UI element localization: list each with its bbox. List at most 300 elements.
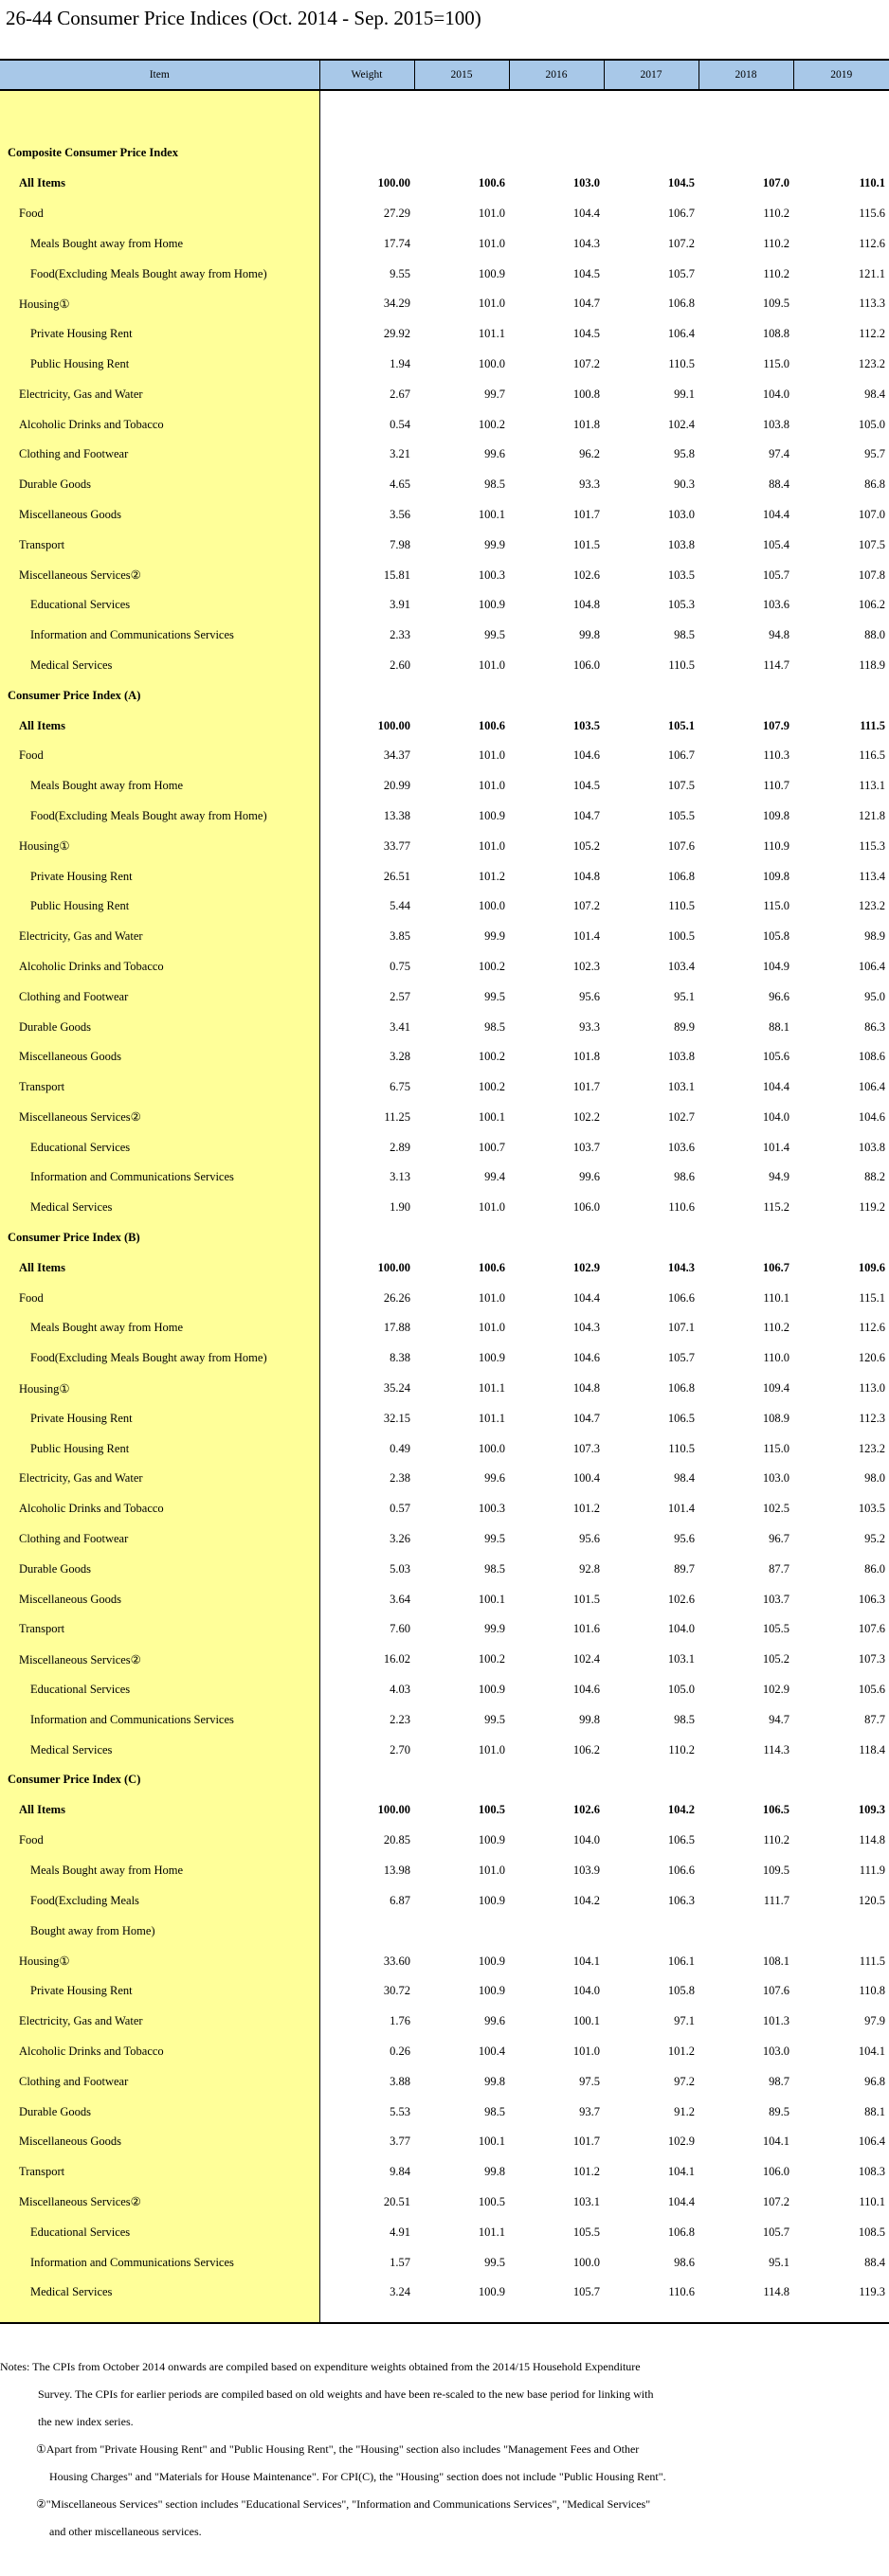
weight-cell: 0.75 [390,959,410,973]
column-header-2015: 2015 [414,60,509,90]
value-2016-cell: 101.6 [572,1622,600,1636]
item-label: Food [0,741,319,771]
value-2019-cell: 103.8 [858,1140,885,1154]
value-2019-cell: 110.1 [859,2194,885,2208]
value-2015-cell: 100.6 [478,1260,505,1274]
empty-cell [793,1765,889,1795]
value-2018-cell: 110.2 [763,1833,789,1847]
weight-cell: 3.28 [390,1050,410,1064]
weight-cell: 7.60 [390,1622,410,1636]
value-2015-cell: 98.5 [484,477,505,492]
empty-cell [698,1223,793,1253]
weight-cell: 20.85 [383,1833,410,1847]
table-row [0,771,889,802]
value-2016-cell: 101.5 [572,537,600,551]
value-2018-cell: 111.7 [763,1894,789,1908]
value-2016-cell: 97.5 [579,2074,600,2088]
item-label: Information and Communications Services [0,1704,319,1735]
value-2018-cell: 103.0 [762,1471,789,1486]
empty-cell [604,138,698,169]
value-2017-cell: 106.7 [667,206,695,220]
empty-cell [793,138,889,169]
value-2015-cell: 100.2 [478,1652,505,1666]
value-2015-cell: 101.0 [478,1742,505,1756]
empty-cell [414,138,509,169]
value-2019-cell: 98.4 [864,387,885,401]
weight-cell: 0.54 [390,417,410,431]
value-2016-cell: 101.7 [572,1080,600,1094]
table-row [0,379,889,409]
weight-cell: 2.67 [390,387,410,401]
value-2019-cell: 112.6 [859,1321,885,1335]
empty-cell [509,680,604,711]
value-2016-cell: 101.7 [572,2135,600,2149]
value-2018-cell: 94.8 [769,628,789,642]
empty-cell [604,680,698,711]
weight-cell: 9.84 [390,2165,410,2179]
section-heading-row [0,1765,889,1795]
item-label: Information and Communications Services [0,621,319,651]
value-2018-cell: 114.3 [763,1742,789,1756]
item-label: Food(Excluding Meals Bought away from Home) [0,1885,319,1946]
value-2015-cell: 99.6 [484,1471,505,1486]
value-2015-cell: 101.0 [478,1200,505,1215]
value-2015-cell: 100.1 [478,1592,505,1606]
item-label: Educational Services [0,1675,319,1705]
table-row [0,1313,889,1343]
value-2019-cell: 104.6 [858,1109,885,1124]
weight-cell: 1.90 [390,1200,410,1215]
table-row [0,1795,889,1826]
weight-cell: 0.57 [390,1502,410,1516]
value-2019-cell: 105.6 [858,1683,885,1697]
value-2017-cell: 102.9 [667,2135,695,2149]
value-2018-cell: 104.0 [762,1109,789,1124]
value-2019-cell: 120.5 [858,1894,885,1908]
value-2016-cell: 101.2 [572,2165,600,2179]
item-label: Medical Services [0,1193,319,1223]
value-2016-cell: 93.3 [579,477,600,492]
value-2016-cell: 101.4 [572,929,600,944]
spacer-cell [698,90,793,138]
value-2016-cell: 104.1 [572,1954,600,1968]
table-row [0,922,889,952]
value-2016-cell: 104.6 [572,748,600,763]
weight-cell: 3.56 [390,507,410,521]
value-2017-cell: 105.0 [667,1683,695,1697]
value-2019-cell: 120.6 [858,1351,885,1365]
value-2019-cell: 121.8 [858,808,885,822]
item-label: Food [0,199,319,229]
value-2018-cell: 101.3 [762,2014,789,2028]
empty-cell [319,1765,414,1795]
value-2018-cell: 104.0 [762,387,789,401]
weight-cell: 100.00 [377,176,410,190]
item-label: Medical Services [0,1735,319,1765]
value-2016-cell: 100.8 [572,387,600,401]
table-row [0,1494,889,1524]
value-2019-cell: 111.5 [860,718,885,732]
weight-cell: 2.38 [390,1471,410,1486]
table-row [0,1433,889,1464]
empty-cell [698,680,793,711]
value-2016-cell: 102.6 [572,567,600,582]
value-2017-cell: 103.8 [667,1050,695,1064]
value-2017-cell: 104.4 [667,2194,695,2208]
section-heading-row [0,1223,889,1253]
weight-cell: 16.02 [383,1652,410,1666]
value-2016-cell: 101.8 [572,417,600,431]
value-2016-cell: 99.8 [579,628,600,642]
weight-cell: 100.00 [377,1260,410,1274]
value-2019-cell: 113.3 [859,297,885,311]
table-row [0,1103,889,1133]
value-2015-cell: 100.5 [478,1803,505,1817]
section-heading: Consumer Price Index (C) [0,1765,319,1795]
item-label: Information and Communications Services [0,2247,319,2278]
empty-cell [509,138,604,169]
value-2017-cell: 110.5 [668,899,695,913]
value-2016-cell: 103.0 [572,176,600,190]
value-2018-cell: 96.7 [769,1532,789,1546]
item-label: Alcoholic Drinks and Tobacco [0,409,319,440]
weight-cell: 11.25 [384,1109,410,1124]
item-label: All Items [0,169,319,199]
item-label: Electricity, Gas and Water [0,1464,319,1494]
value-2015-cell: 101.0 [478,748,505,763]
table-row [0,1675,889,1705]
table-row [0,1524,889,1555]
table-row [0,530,889,560]
value-2019-cell: 106.2 [858,598,885,612]
value-2015-cell: 99.6 [484,447,505,461]
weight-cell: 100.00 [377,1803,410,1817]
value-2019-cell: 97.9 [864,2014,885,2028]
table-row [0,1343,889,1374]
table-row [0,2247,889,2278]
value-2019-cell: 96.8 [864,2074,885,2088]
item-label: Public Housing Rent [0,1433,319,1464]
value-2019-cell: 113.0 [859,1381,885,1396]
value-2016-cell: 95.6 [579,989,600,1003]
value-2019-cell: 121.1 [858,266,885,280]
value-2015-cell: 100.9 [478,1833,505,1847]
table-row [0,1042,889,1072]
value-2018-cell: 110.3 [763,748,789,763]
value-2015-cell: 99.9 [484,1622,505,1636]
item-label: Meals Bought away from Home [0,771,319,802]
bottom-cell [793,2308,889,2323]
value-2017-cell: 107.5 [667,779,695,793]
value-2015-cell: 100.9 [478,266,505,280]
value-2019-cell: 113.1 [859,779,885,793]
value-2018-cell: 115.0 [763,1441,789,1455]
table-row [0,2157,889,2188]
value-2015-cell: 101.1 [478,1411,505,1425]
value-2019-cell: 111.9 [859,1863,885,1877]
table-row [0,1193,889,1223]
value-2016-cell: 104.8 [572,598,600,612]
item-label: Durable Goods [0,2097,319,2127]
value-2018-cell: 110.2 [763,206,789,220]
value-2015-cell: 99.9 [484,929,505,944]
value-2017-cell: 99.1 [674,387,695,401]
empty-cell [793,1223,889,1253]
value-2015-cell: 100.2 [478,417,505,431]
value-2019-cell: 107.6 [858,1622,885,1636]
value-2015-cell: 100.0 [478,1441,505,1455]
section-heading-row [0,680,889,711]
value-2018-cell: 105.7 [762,2225,789,2239]
value-2016-cell: 95.6 [579,1532,600,1546]
value-2018-cell: 107.0 [762,176,789,190]
value-2016-cell: 100.4 [572,1471,600,1486]
value-2018-cell: 106.7 [762,1260,789,1274]
value-2015-cell: 100.3 [478,567,505,582]
value-2016-cell: 104.0 [572,1833,600,1847]
value-2018-cell: 107.6 [762,1984,789,1998]
table-row [0,500,889,531]
table-row [0,409,889,440]
value-2016-cell: 102.2 [572,1109,600,1124]
item-label: Educational Services [0,2217,319,2247]
value-2017-cell: 102.7 [667,1109,695,1124]
weight-cell: 30.72 [383,1984,410,1998]
weight-cell: 100.00 [377,718,410,732]
value-2016-cell: 100.1 [572,2014,600,2028]
value-2018-cell: 106.0 [762,2165,789,2179]
value-2017-cell: 101.4 [667,1502,695,1516]
bottom-cell [319,2308,414,2323]
value-2015-cell: 100.9 [478,1954,505,1968]
table-bottom-row [0,2308,889,2323]
value-2015-cell: 98.5 [484,1561,505,1576]
item-label: Miscellaneous Services② [0,560,319,590]
table-row [0,861,889,892]
value-2017-cell: 107.2 [667,236,695,250]
value-2015-cell: 101.1 [478,327,505,341]
value-2015-cell: 101.1 [478,2225,505,2239]
section-heading: Consumer Price Index (B) [0,1223,319,1253]
value-2017-cell: 102.4 [667,417,695,431]
weight-cell: 3.13 [390,1170,410,1184]
weight-cell: 2.60 [390,658,410,672]
value-2019-cell: 105.0 [858,417,885,431]
empty-cell [414,1223,509,1253]
value-2017-cell: 106.8 [667,297,695,311]
value-2018-cell: 104.9 [762,959,789,973]
value-2016-cell: 104.7 [572,297,600,311]
item-label: Food [0,1283,319,1313]
value-2018-cell: 105.8 [762,929,789,944]
table-row [0,952,889,982]
note-lead: Notes: The CPIs from October 2014 onwards are compiled based on expenditure weights obtained from the 2014/15 Household Expenditure [0,2360,641,2373]
value-2019-cell: 118.4 [859,1742,885,1756]
section-heading: Composite Consumer Price Index [0,138,319,169]
item-label: Clothing and Footwear [0,440,319,470]
empty-cell [319,138,414,169]
value-2016-cell: 101.0 [572,2045,600,2058]
weight-cell: 4.03 [390,1683,410,1697]
value-2015-cell: 101.0 [478,658,505,672]
table-row [0,169,889,199]
value-2019-cell: 88.2 [864,1170,885,1184]
item-label: Housing① [0,1374,319,1404]
value-2019-cell: 107.3 [858,1652,885,1666]
value-2019-cell: 112.6 [859,236,885,250]
weight-cell: 2.33 [390,628,410,642]
table-row [0,289,889,319]
value-2018-cell: 109.8 [762,869,789,883]
weight-cell: 1.94 [390,356,410,370]
value-2015-cell: 101.0 [478,1863,505,1877]
item-label: Educational Services [0,590,319,621]
empty-cell [509,1765,604,1795]
table-row [0,1976,889,2007]
value-2015-cell: 100.2 [478,959,505,973]
empty-cell [319,680,414,711]
value-2019-cell: 104.1 [858,2045,885,2058]
table-header-row [0,60,889,90]
section-heading-row [0,138,889,169]
value-2018-cell: 103.6 [762,598,789,612]
value-2017-cell: 110.2 [668,1742,695,1756]
spacer-item-cell [0,90,319,138]
value-2018-cell: 89.5 [769,2104,789,2118]
value-2019-cell: 106.4 [858,1080,885,1094]
value-2019-cell: 110.1 [859,176,885,190]
value-2018-cell: 105.2 [762,1652,789,1666]
value-2015-cell: 101.0 [478,779,505,793]
value-2018-cell: 109.5 [762,297,789,311]
value-2019-cell: 108.3 [858,2165,885,2179]
value-2015-cell: 99.5 [484,2255,505,2269]
table-row [0,892,889,922]
table-row [0,440,889,470]
value-2017-cell: 104.3 [667,1260,695,1274]
table-row [0,1072,889,1103]
weight-cell: 27.29 [383,206,410,220]
value-2019-cell: 86.3 [864,1019,885,1034]
value-2017-cell: 106.5 [667,1833,695,1847]
value-2015-cell: 100.2 [478,1050,505,1064]
value-2018-cell: 88.4 [769,477,789,492]
weight-cell: 4.65 [390,477,410,492]
weight-cell: 0.26 [390,2045,410,2058]
weight-cell: 5.44 [390,899,410,913]
page-title: 26-44 Consumer Price Indices (Oct. 2014 - Sep. 2015=100) [6,7,481,29]
bottom-cell [414,2308,509,2323]
value-2017-cell: 103.4 [667,959,695,973]
value-2019-cell: 106.4 [858,959,885,973]
bottom-cell [604,2308,698,2323]
table-row [0,1403,889,1433]
table-row [0,2127,889,2157]
weight-cell: 1.76 [390,2014,410,2028]
value-2016-cell: 102.9 [572,1260,600,1274]
value-2015-cell: 99.9 [484,537,505,551]
weight-cell: 35.24 [383,1381,410,1396]
item-label: Private Housing Rent [0,1976,319,2007]
empty-cell [698,138,793,169]
value-2017-cell: 110.5 [668,658,695,672]
value-2019-cell: 86.8 [864,477,885,492]
bottom-item-cell [0,2308,319,2323]
weight-cell: 9.55 [390,266,410,280]
value-2017-cell: 98.6 [674,2255,695,2269]
value-2018-cell: 102.5 [762,1502,789,1516]
item-label: Durable Goods [0,1012,319,1042]
value-2018-cell: 110.2 [763,236,789,250]
table-row [0,1584,889,1614]
note-1-continued: Housing Charges" and "Materials for House Maintenance". For CPI(C), the "Housing" section does not include "Public Housing Rent". [49,2470,666,2483]
table-row [0,1855,889,1885]
value-2015-cell: 99.5 [484,1532,505,1546]
value-2018-cell: 105.6 [762,1050,789,1064]
empty-cell [414,1765,509,1795]
empty-cell [604,1223,698,1253]
value-2017-cell: 106.5 [667,1411,695,1425]
value-2015-cell: 100.9 [478,1894,505,1908]
spacer-cell [509,90,604,138]
value-2019-cell: 112.2 [859,327,885,341]
value-2018-cell: 96.6 [769,989,789,1003]
table-row [0,1283,889,1313]
value-2015-cell: 101.0 [478,1290,505,1305]
value-2019-cell: 95.0 [864,989,885,1003]
value-2017-cell: 90.3 [674,477,695,492]
item-label: Clothing and Footwear [0,982,319,1012]
value-2017-cell: 105.3 [667,598,695,612]
weight-cell: 3.77 [390,2135,410,2149]
value-2019-cell: 107.0 [858,507,885,521]
value-2019-cell: 86.0 [864,1561,885,1576]
value-2019-cell: 109.3 [858,1803,885,1817]
value-2015-cell: 100.6 [478,718,505,732]
value-2016-cell: 102.4 [572,1652,600,1666]
table-row [0,1946,889,1976]
weight-cell: 17.88 [383,1321,410,1335]
value-2015-cell: 100.4 [478,2045,505,2058]
value-2016-cell: 103.9 [572,1863,600,1877]
item-label: Food [0,1826,319,1856]
table-row [0,711,889,741]
value-2019-cell: 123.2 [858,899,885,913]
value-2017-cell: 103.6 [667,1140,695,1154]
table-row [0,621,889,651]
value-2015-cell: 100.9 [478,2285,505,2299]
value-2018-cell: 87.7 [769,1561,789,1576]
value-2018-cell: 106.5 [762,1803,789,1817]
value-2017-cell: 89.7 [674,1561,695,1576]
table-row [0,1132,889,1162]
value-2017-cell: 107.6 [667,838,695,853]
note-2: ②"Miscellaneous Services" section includes "Educational Services", "Information and Communications Services", "Medical Services" [36,2497,651,2511]
section-heading: Consumer Price Index (A) [0,680,319,711]
value-2017-cell: 100.5 [667,929,695,944]
value-2017-cell: 97.2 [674,2074,695,2088]
value-2019-cell: 108.5 [858,2225,885,2239]
value-2015-cell: 98.5 [484,1019,505,1034]
value-2017-cell: 110.5 [668,1441,695,1455]
table-row [0,802,889,832]
table-row [0,651,889,681]
empty-cell [319,1223,414,1253]
empty-cell [698,1765,793,1795]
value-2017-cell: 106.7 [667,748,695,763]
value-2019-cell: 116.5 [859,748,885,763]
table-row [0,470,889,500]
